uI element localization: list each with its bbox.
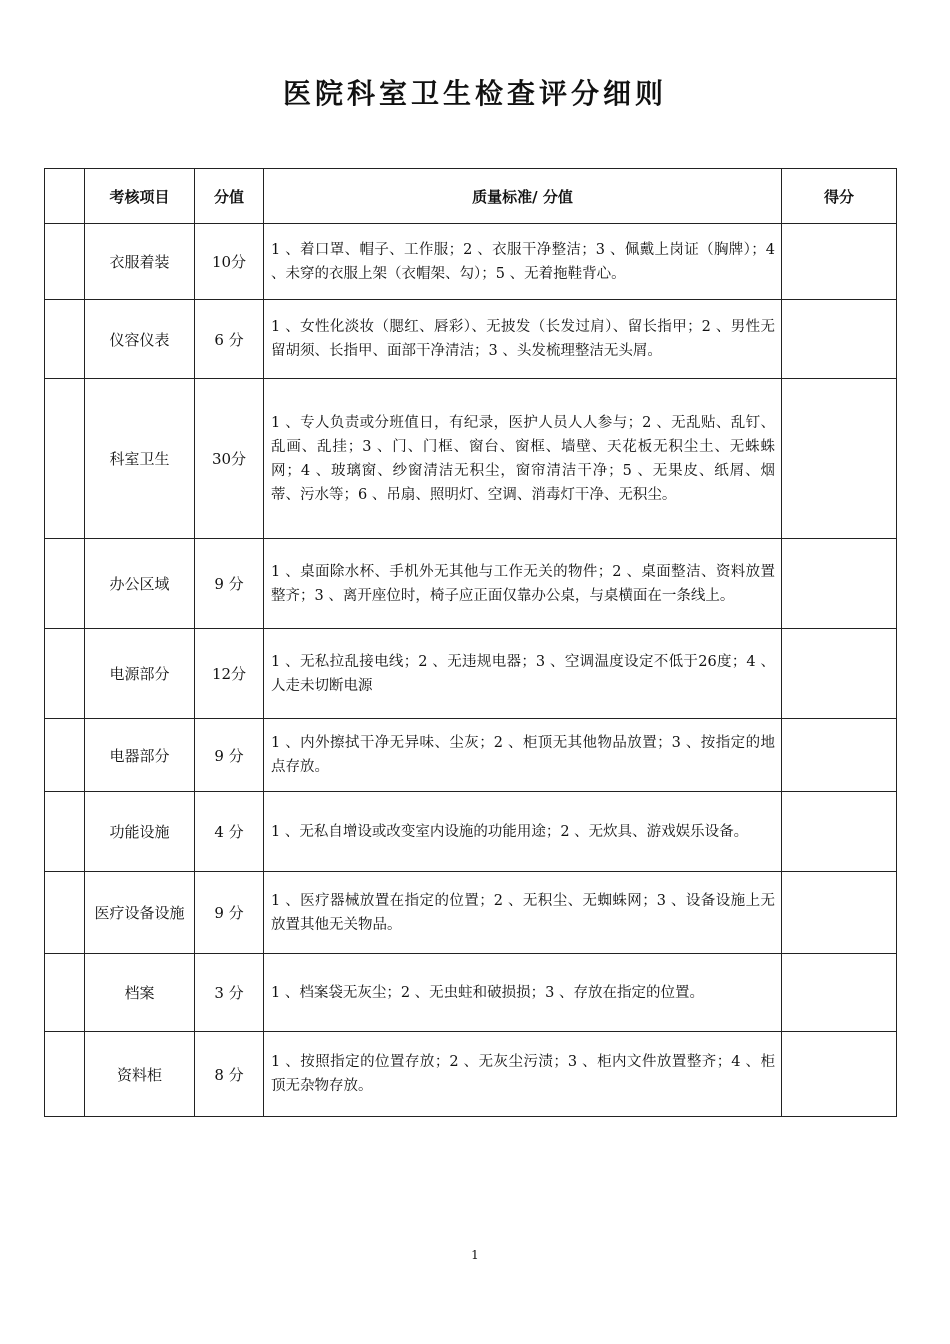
table-row [45, 872, 897, 954]
standard-cell: 1 、档案袋无灰尘；2 、无虫蛀和破损损；3 、存放在指定的位置。 [264, 954, 782, 1032]
row-blank-cell [45, 379, 85, 539]
table-header-row [45, 169, 897, 224]
table-row [45, 954, 897, 1032]
points-cell[interactable] [782, 792, 897, 872]
row-blank-cell [45, 539, 85, 629]
score-cell: 30分 [195, 379, 264, 539]
item-cell: 资料柜 [85, 1032, 195, 1117]
score-cell: 8 分 [195, 1032, 264, 1117]
standard-cell: 1 、着口罩、帽子、工作服；2 、衣服干净整洁；3 、佩戴上岗证（胸牌）；4 、未穿的衣服上架（衣帽架、勾）；5 、无着拖鞋背心。 [264, 224, 782, 300]
item-cell: 电源部分 [85, 629, 195, 719]
table-row [45, 719, 897, 792]
standard-cell: 1 、无私拉乱接电线；2 、无违规电器；3 、空调温度设定不低于26度；4 、人走未切断电源 [264, 629, 782, 719]
item-cell: 档案 [85, 954, 195, 1032]
points-cell[interactable] [782, 379, 897, 539]
item-cell: 科室卫生 [85, 379, 195, 539]
standard-cell: 1 、专人负责或分班值日，有纪录，医护人员人人参与；2 、无乱贴、乱钉、乱画、乱挂；3 、门、门框、窗台、窗框、墙壁、天花板无积尘土、无蛛蛛网；4 、玻璃窗、纱窗清洁无积尘，窗帘清洁干净；5 、无果皮、纸屑、烟蒂、污水等；6 、吊扇、照明灯、空调、消毒灯干净、无积尘。 [264, 379, 782, 539]
score-cell: 9 分 [195, 539, 264, 629]
score-cell: 3 分 [195, 954, 264, 1032]
table-row [45, 792, 897, 872]
standard-cell: 1 、无私自增设或改变室内设施的功能用途；2 、无炊具、游戏娱乐设备。 [264, 792, 782, 872]
row-blank-cell [45, 792, 85, 872]
standard-cell: 1 、内外擦拭干净无异味、尘灰；2 、柜顶无其他物品放置；3 、按指定的地点存放。 [264, 719, 782, 792]
table-row [45, 224, 897, 300]
standard-cell: 1 、桌面除水杯、手机外无其他与工作无关的物件；2 、桌面整洁、资料放置整齐；3 、离开座位时，椅子应正面仅靠办公桌，与桌横面在一条线上。 [264, 539, 782, 629]
points-cell[interactable] [782, 719, 897, 792]
header-score: 分值 [195, 169, 264, 224]
row-blank-cell [45, 872, 85, 954]
row-blank-cell [45, 1032, 85, 1117]
points-cell[interactable] [782, 954, 897, 1032]
page-number: 1 [471, 1248, 479, 1262]
score-cell: 4 分 [195, 792, 264, 872]
item-cell: 功能设施 [85, 792, 195, 872]
item-cell: 办公区域 [85, 539, 195, 629]
score-cell: 6 分 [195, 300, 264, 379]
row-blank-cell [45, 954, 85, 1032]
scoring-table [44, 168, 897, 1117]
header-blank [45, 169, 85, 224]
points-cell[interactable] [782, 629, 897, 719]
row-blank-cell [45, 629, 85, 719]
item-cell: 电器部分 [85, 719, 195, 792]
item-cell: 仪容仪表 [85, 300, 195, 379]
points-cell[interactable] [782, 539, 897, 629]
points-cell[interactable] [782, 224, 897, 300]
points-cell[interactable] [782, 300, 897, 379]
row-blank-cell [45, 300, 85, 379]
points-cell[interactable] [782, 1032, 897, 1117]
table-row [45, 539, 897, 629]
item-cell: 衣服着装 [85, 224, 195, 300]
score-cell: 10分 [195, 224, 264, 300]
points-cell[interactable] [782, 872, 897, 954]
standard-cell: 1 、医疗器械放置在指定的位置；2 、无积尘、无蜘蛛网；3 、设备设施上无放置其他无关物品。 [264, 872, 782, 954]
header-item: 考核项目 [85, 169, 195, 224]
row-blank-cell [45, 224, 85, 300]
item-cell: 医疗设备设施 [85, 872, 195, 954]
score-cell: 9 分 [195, 872, 264, 954]
header-standard: 质量标准/ 分值 [264, 169, 782, 224]
standard-cell: 1 、女性化淡妆（腮红、唇彩）、无披发（长发过肩）、留长指甲；2 、男性无留胡须、长指甲、面部干净清洁；3 、头发梳理整洁无头屑。 [264, 300, 782, 379]
page-title: 医院科室卫生检查评分细则 [282, 77, 667, 110]
table-row [45, 1032, 897, 1117]
table-row [45, 379, 897, 539]
table-row [45, 629, 897, 719]
standard-cell: 1 、按照指定的位置存放；2 、无灰尘污渍；3 、柜内文件放置整齐；4 、柜顶无杂物存放。 [264, 1032, 782, 1117]
row-blank-cell [45, 719, 85, 792]
table-row [45, 300, 897, 379]
header-points: 得分 [782, 169, 897, 224]
score-cell: 12分 [195, 629, 264, 719]
score-cell: 9 分 [195, 719, 264, 792]
